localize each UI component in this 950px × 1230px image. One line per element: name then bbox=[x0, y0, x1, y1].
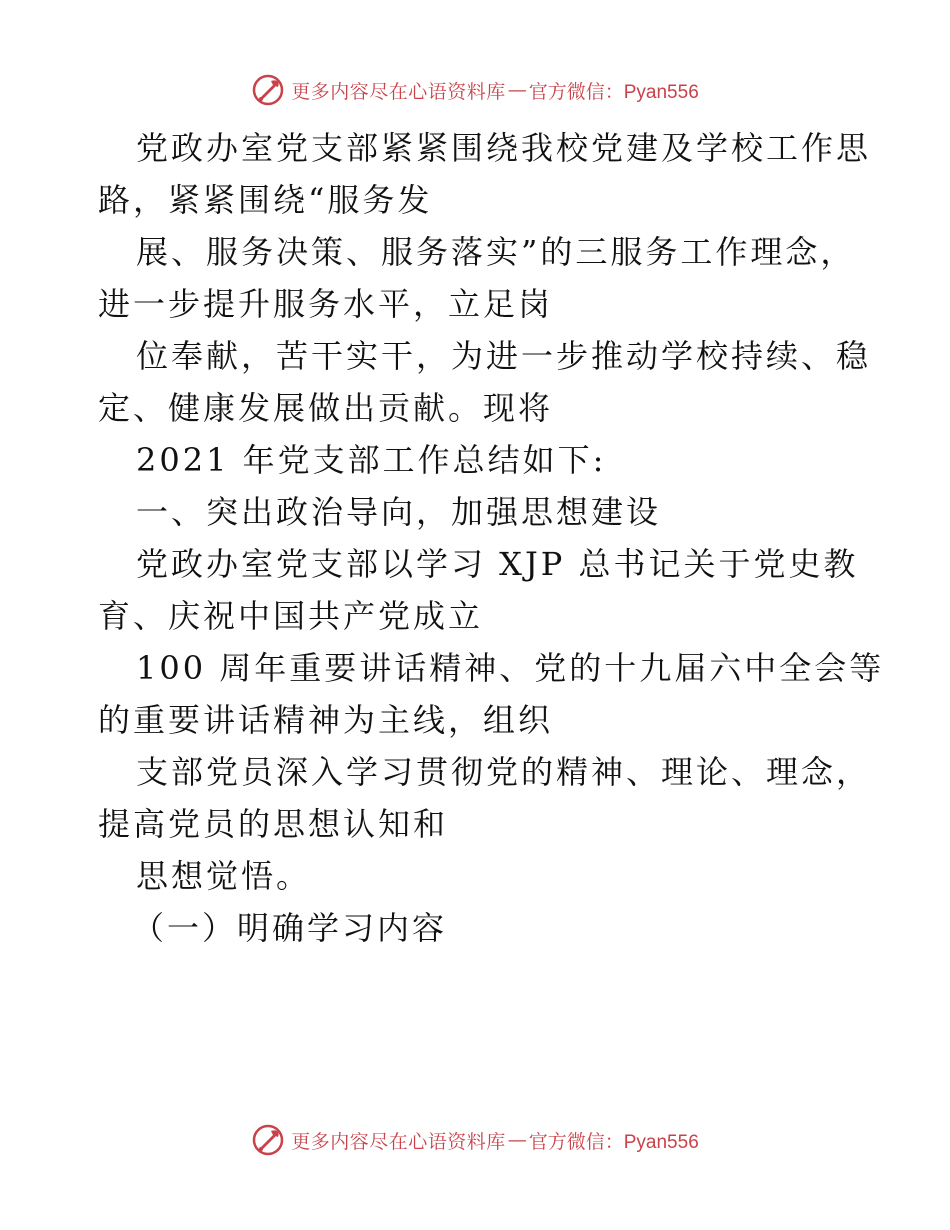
body-line: 2021 年党支部工作总结如下: bbox=[136, 441, 607, 479]
banner-wechat: 官方微信：Pyan556 bbox=[528, 81, 699, 103]
banner-text: 更多内容尽在心语资料库 bbox=[291, 1130, 506, 1153]
document-body bbox=[98, 122, 885, 954]
body-line: 支部党员深入学习贯彻党的精神、理论、理念， bbox=[136, 753, 872, 791]
body-line: 党政办室党支部紧紧围绕我校党建及学校工作思 bbox=[136, 129, 872, 167]
body-line: 展、服务决策、服务落实”的三服务工作理念， bbox=[136, 233, 856, 271]
header-banner bbox=[0, 70, 950, 110]
body-line: 党政办室党支部以学习 XJP 总书记关于党史教 bbox=[136, 545, 859, 583]
quill-logo-icon bbox=[251, 1123, 285, 1157]
footer-banner bbox=[0, 1120, 950, 1160]
body-line: 位奉献，苦干实干，为进一步推动学校持续、稳 bbox=[136, 337, 872, 375]
body-line: 100 周年重要讲话精神、党的十九届六中全会等 bbox=[136, 649, 885, 687]
banner-separator: — bbox=[507, 79, 527, 101]
section-heading: 一、突出政治导向，加强思想建设 bbox=[136, 493, 662, 531]
body-line: 的重要讲话精神为主线，组织 bbox=[98, 701, 554, 739]
body-line: 路，紧紧围绕“服务发 bbox=[98, 181, 433, 219]
quill-logo-icon bbox=[251, 73, 285, 107]
banner-text: 更多内容尽在心语资料库 bbox=[291, 80, 506, 103]
body-line: 育、庆祝中国共产党成立 bbox=[98, 597, 484, 635]
subsection-heading: （一）明确学习内容 bbox=[132, 909, 448, 947]
banner-separator: — bbox=[507, 1129, 527, 1151]
body-line: 进一步提升服务水平，立足岗 bbox=[98, 285, 554, 323]
body-line: 思想觉悟。 bbox=[136, 857, 312, 895]
banner-wechat: 官方微信：Pyan556 bbox=[528, 1131, 699, 1153]
body-line: 提高党员的思想认知和 bbox=[98, 805, 449, 843]
body-line: 定、健康发展做出贡献。现将 bbox=[98, 389, 554, 427]
